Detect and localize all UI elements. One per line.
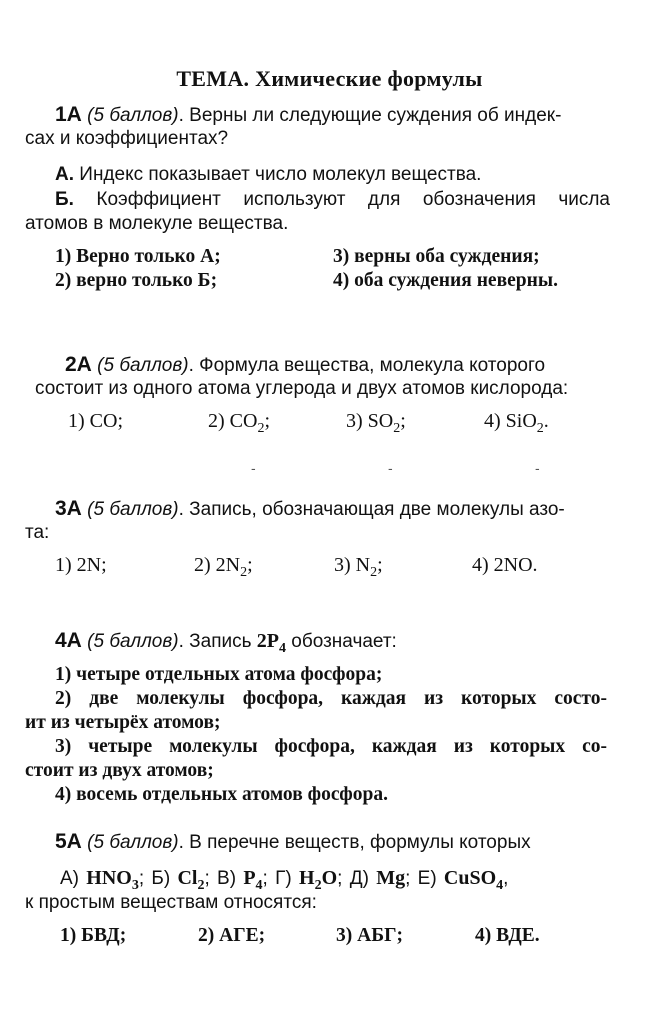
q5-item-a xyxy=(60,867,152,893)
separator: ; xyxy=(204,868,218,889)
q1-statement-b xyxy=(55,188,610,212)
q1-option-3: 3) верны оба суждения; xyxy=(333,246,540,267)
q5-item-a-label: А) xyxy=(60,868,87,889)
q4-formula xyxy=(256,630,287,656)
formula-tail: O xyxy=(321,867,338,889)
q3-text-a: . Запись, обозначающая две молекулы азо- xyxy=(178,499,565,520)
separator: ; xyxy=(405,868,418,889)
q3-option-4 xyxy=(472,554,538,577)
q2-option-1-text: 1) СО; xyxy=(68,410,123,432)
q2-option-2-num: 2) xyxy=(208,410,230,432)
q5-item-e-label: Е) xyxy=(417,868,444,889)
q2-option-3-formula: SO xyxy=(367,410,394,432)
q1-option-2: 2) верно только Б; xyxy=(55,270,218,291)
q4-option-3: 3) четыре молекулы фосфора, каждая из которых со- xyxy=(55,736,607,757)
q2-option-3-post: ; xyxy=(400,410,406,432)
formula-sub: 2 xyxy=(314,877,322,893)
q5-line-1 xyxy=(55,830,531,855)
q1-statement-b-cont: атомов в молекуле вещества. xyxy=(25,213,289,234)
q5-points: (5 баллов) xyxy=(87,832,179,853)
q3-option-2 xyxy=(194,554,253,580)
q2-text-b: состоит из одного атома углерода и двух атомов кислорода: xyxy=(35,378,569,399)
q5-item-g xyxy=(275,867,350,893)
q1-option-4: 4) оба суждения неверны. xyxy=(333,270,558,291)
separator: ; xyxy=(337,868,350,889)
formula-sub: 3 xyxy=(131,877,139,893)
q1-line-1 xyxy=(55,103,561,128)
q3-number: 3А xyxy=(55,497,82,520)
q5-item-e-formula xyxy=(443,867,504,893)
q4-line-1 xyxy=(55,629,397,656)
q3-option-3-formula: N xyxy=(355,554,371,576)
q2-option-4-num: 4) xyxy=(484,410,506,432)
q5-item-b xyxy=(151,867,218,893)
q2-option-1 xyxy=(68,410,123,433)
q5-item-e xyxy=(417,867,509,893)
formula-sub: 4 xyxy=(496,877,504,893)
q3-option-2-sub: 2 xyxy=(240,564,248,580)
q5-item-b-formula xyxy=(177,867,205,893)
q1-text-b: сах и коэффициентах? xyxy=(25,128,229,149)
stray-mark: - xyxy=(251,460,256,476)
q4-option-3-cont: стоит из двух атомов; xyxy=(25,760,214,781)
formula-base: H xyxy=(299,867,315,889)
q3-option-1-text: 1) 2N; xyxy=(55,554,107,576)
q3-option-2-formula: 2N xyxy=(215,554,241,576)
q5-option-2: 2) АГЕ; xyxy=(198,925,266,946)
q5-item-d-label: Д) xyxy=(349,868,377,889)
q1-statement-a-text: Индекс показывает число молекул вещества. xyxy=(79,164,482,185)
formula-sub: 2 xyxy=(197,877,205,893)
q3-option-3-post: ; xyxy=(377,554,383,576)
stray-mark: - xyxy=(388,460,393,476)
formula-base: P xyxy=(243,867,256,889)
q4-option-2-cont: ит из четырёх атомов; xyxy=(25,712,221,733)
q3-option-2-num: 2) xyxy=(194,554,216,576)
q2-option-3-num: 3) xyxy=(346,410,368,432)
q3-line-1 xyxy=(55,497,565,522)
q5-item-v-label: В) xyxy=(217,868,244,889)
q2-text-a: . Формула вещества, молекула которого xyxy=(188,355,546,376)
separator: ; xyxy=(262,868,276,889)
stray-mark: - xyxy=(535,460,540,476)
q3-option-3-sub: 2 xyxy=(370,564,378,580)
q1-number: 1А xyxy=(55,103,82,126)
formula-base: Mg xyxy=(376,867,406,889)
q2-option-3 xyxy=(346,410,406,436)
q2-option-4-post: . xyxy=(543,410,549,432)
q2-option-4-formula: SiO xyxy=(505,410,537,432)
q5-text-a: . В перечне веществ, формулы которых xyxy=(178,832,531,853)
q4-text-b: обозначает: xyxy=(286,631,397,652)
q5-option-3: 3) АБГ; xyxy=(336,925,403,946)
separator: ; xyxy=(138,868,152,889)
q3-option-1 xyxy=(55,554,107,577)
q5-item-a-formula xyxy=(86,867,139,893)
q4-formula-base: 2P xyxy=(256,630,280,652)
q3-option-4-text: 4) 2NO. xyxy=(472,554,538,576)
q1-statement-b-text: Коэффициент используют для обозначения числа xyxy=(96,189,611,210)
q4-option-4: 4) восемь отдельных атомов фосфора. xyxy=(55,784,388,805)
q4-points: (5 баллов) xyxy=(87,631,179,652)
q3-option-3-num: 3) xyxy=(334,554,356,576)
q1-option-1: 1) Верно только А; xyxy=(55,246,221,267)
q2-option-3-sub: 2 xyxy=(393,420,401,436)
q1-statement-b-label: Б. xyxy=(55,189,74,210)
separator: , xyxy=(503,868,509,889)
formula-base: HNO xyxy=(86,867,132,889)
q5-item-v-formula xyxy=(243,867,263,893)
page-title: ТЕМА. Химические формулы xyxy=(176,66,483,91)
q2-points: (5 баллов) xyxy=(97,355,189,376)
q4-option-2: 2) две молекулы фосфора, каждая из которых состо- xyxy=(55,688,607,709)
q2-number: 2А xyxy=(65,353,92,376)
q5-item-g-formula xyxy=(299,867,338,893)
q2-option-2-sub: 2 xyxy=(257,420,265,436)
q5-text-b: к простым веществам относятся: xyxy=(25,892,317,913)
q4-number: 4А xyxy=(55,629,82,652)
q5-item-g-label: Г) xyxy=(275,868,300,889)
q5-option-1: 1) БВД; xyxy=(60,925,127,946)
formula-base: CuSO xyxy=(443,867,497,889)
q2-option-2 xyxy=(208,410,271,436)
q5-item-d-formula xyxy=(376,867,405,889)
q2-option-2-formula: СО xyxy=(229,410,258,432)
q1-text-a: . Верны ли следующие суждения об индек- xyxy=(178,105,562,126)
q4-option-1: 1) четыре отдельных атома фосфора; xyxy=(55,664,383,685)
q2-option-2-post: ; xyxy=(264,410,271,432)
q2-option-4-sub: 2 xyxy=(536,420,544,436)
formula-base: Cl xyxy=(177,867,198,889)
q3-text-b: та: xyxy=(25,522,50,543)
q5-substance-list xyxy=(60,866,508,893)
q3-option-3 xyxy=(334,554,383,580)
q5-option-4: 4) ВДЕ. xyxy=(475,925,540,946)
q4-formula-sub: 4 xyxy=(279,640,287,656)
q2-line-1 xyxy=(65,353,545,378)
q5-item-b-label: Б) xyxy=(151,868,178,889)
q1-statement-a-label: А. xyxy=(55,164,74,185)
q5-item-v xyxy=(217,867,276,893)
q1-statement-a xyxy=(55,163,481,187)
formula-sub: 4 xyxy=(255,877,263,893)
q3-points: (5 баллов) xyxy=(87,499,179,520)
q2-option-4 xyxy=(484,410,549,436)
q3-option-2-post: ; xyxy=(247,554,253,576)
q5-number: 5А xyxy=(55,830,82,853)
q4-text-a: . Запись xyxy=(178,631,257,652)
q5-item-d xyxy=(350,868,418,889)
q1-points: (5 баллов) xyxy=(87,105,179,126)
